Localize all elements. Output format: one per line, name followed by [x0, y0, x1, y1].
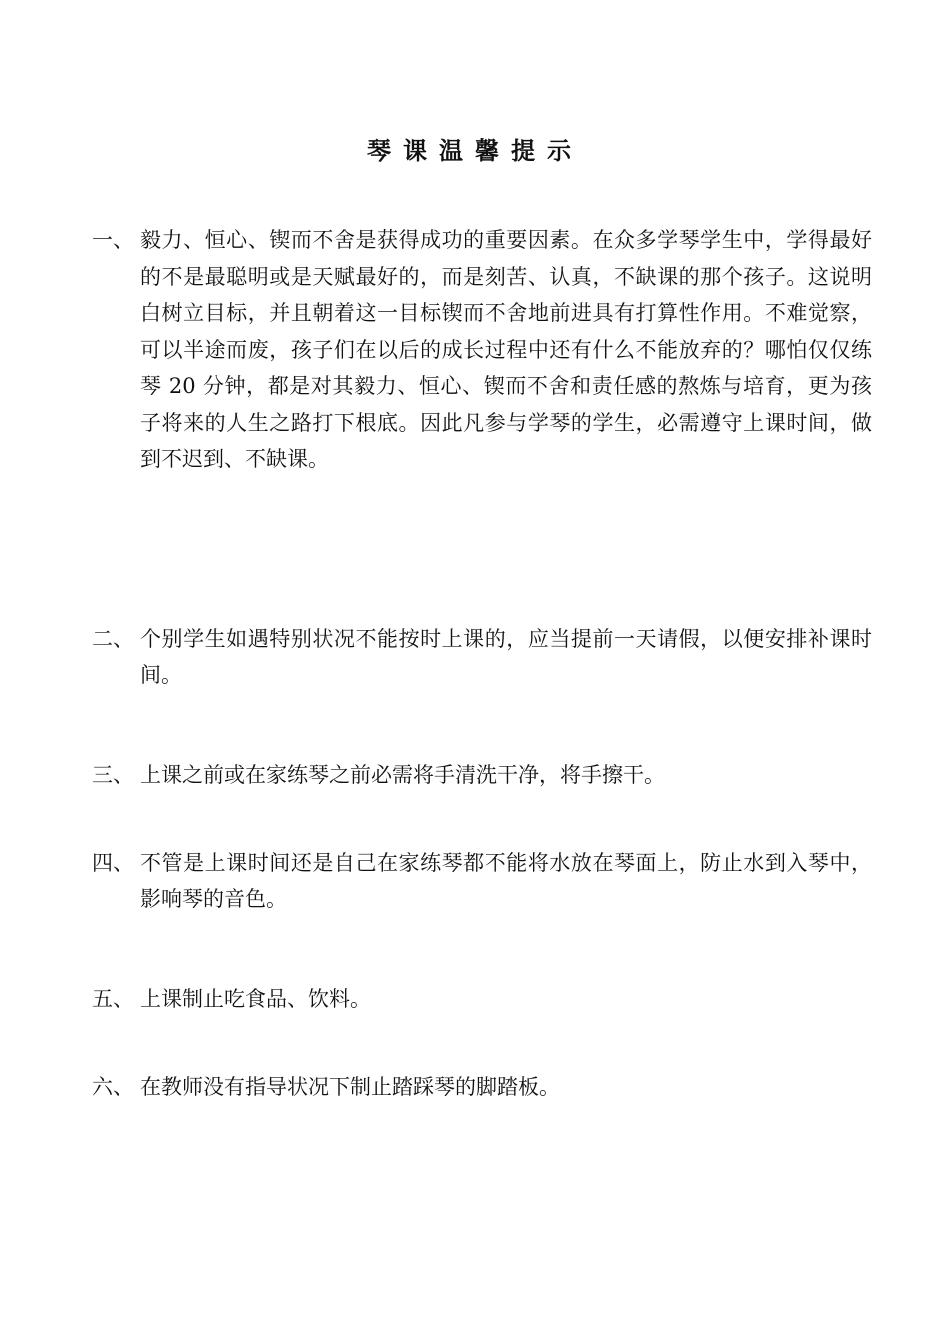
list-item-number: 四、 [92, 851, 134, 875]
list-item-text: 不管是上课时间还是自己在家练琴都不能将水放在琴面上，防止水到入琴中，影响琴的音色。 [140, 851, 872, 911]
list-item [92, 1069, 872, 1105]
list-item-number: 三、 [92, 763, 134, 787]
list-item [92, 845, 872, 917]
list-item-text: 毅力、恒心、锲而不舍是获得成功的重要因素。在众多学琴学生中，学得最好的不是最聪明或是天赋最好的，而是刻苦、认真，不缺课的那个孩子。这说明白树立目标，并且朝着这一目标锲而不舍地前进具有打算性作用。不难觉察，可以半途而废，孩子们在以后的成长过程中还有什么不能放弃的？哪怕仅仅练琴 20 分钟，都是对其毅力、恒心、锲而不舍和责任感的熬炼与培育，更为孩子将来的人生之路打下根底。因此凡参与学琴的学生，必需遵守上课时间，做到不迟到、不缺课。 [140, 228, 872, 471]
list-item-text: 个别学生如遇特别状况不能按时上课的，应当提前一天请假，以便安排补课时间。 [140, 627, 872, 687]
page-title: 琴课温馨提示 [367, 137, 583, 165]
list-item-number: 一、 [92, 228, 134, 252]
list-item [92, 222, 872, 478]
list-item-number: 五、 [92, 987, 134, 1011]
list-item [92, 621, 872, 693]
list-item [92, 757, 872, 793]
list-item-number: 六、 [92, 1075, 134, 1099]
list-item [92, 981, 872, 1017]
list-item-text: 上课制止吃食品、饮料。 [140, 987, 371, 1011]
list-item-text: 在教师没有指导状况下制止踏踩琴的脚踏板。 [140, 1075, 560, 1099]
list-item-number: 二、 [92, 627, 134, 651]
list-item-text: 上课之前或在家练琴之前必需将手清洗干净，将手擦干。 [140, 763, 665, 787]
